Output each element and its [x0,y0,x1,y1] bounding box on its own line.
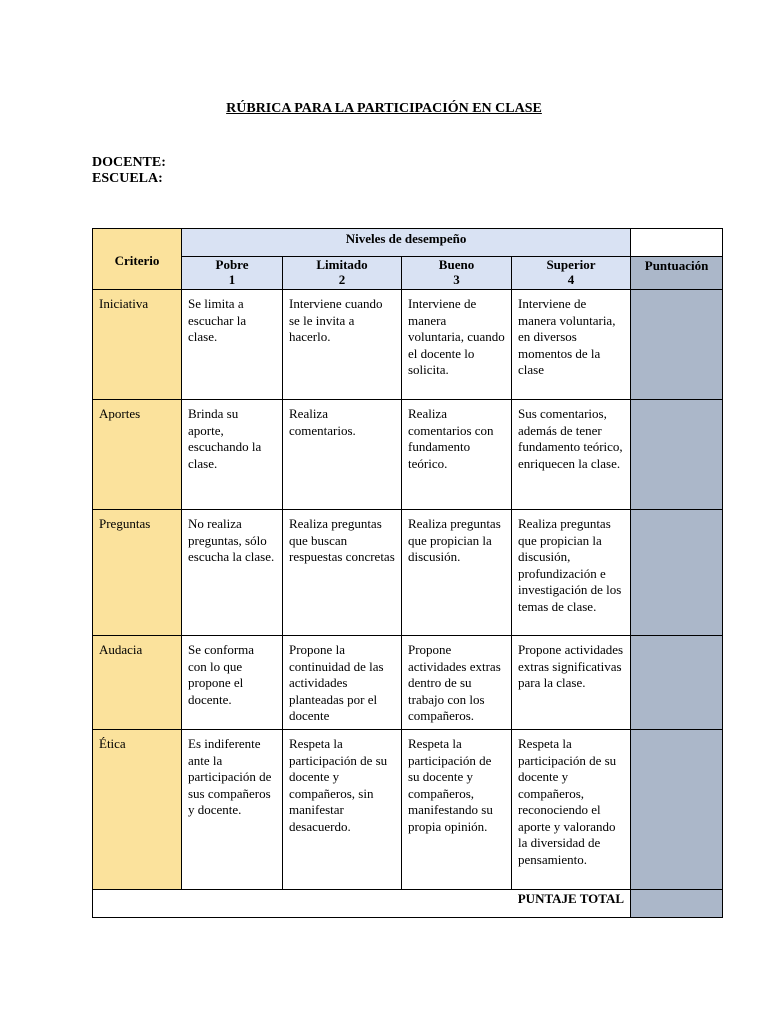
escuela-label: ESCUELA: [92,171,163,186]
document-title [0,101,768,117]
total-row [93,890,723,918]
header-row-levels [93,229,723,257]
descriptor-cell: Se conforma con lo que propone el docente. [182,636,283,730]
criterion-cell: Ética [93,730,182,890]
levels-header: Niveles de desempeño [182,229,631,257]
document-title-text: RÚBRICA PARA LA PARTICIPACIÓN EN CLASE [226,101,542,116]
criteria-header: Criterio [93,229,182,290]
score-cell[interactable] [631,400,723,510]
score-cell[interactable] [631,636,723,730]
table-row [93,636,723,730]
document-meta [92,155,166,187]
level-name: Limitado [316,257,368,272]
descriptor-cell: Es indiferente ante la participación de sus compañeros y docente. [182,730,283,890]
descriptor-cell: Respeta la participación de su docente y compañeros, sin manifestar desacuerdo. [283,730,402,890]
level-value: 1 [228,271,236,287]
table-row [93,730,723,890]
docente-label: DOCENTE: [92,155,166,170]
descriptor-cell: Respeta la participación de su docente y compañeros, manifestando su propia opinión. [402,730,512,890]
criterion-cell: Aportes [93,400,182,510]
level-header-limitado [283,257,402,290]
descriptor-cell: Realiza preguntas que buscan respuestas concretas [283,510,402,636]
total-label: PUNTAJE TOTAL [93,890,631,918]
score-cell[interactable] [631,730,723,890]
level-name: Bueno [438,257,475,272]
blank-header-cell [631,229,723,257]
descriptor-cell: Interviene cuando se le invita a hacerlo. [283,290,402,400]
table-row [93,290,723,400]
descriptor-cell: No realiza preguntas, sólo escucha la clase. [182,510,283,636]
level-header-pobre [182,257,283,290]
header-row-level-names [93,257,723,290]
score-cell[interactable] [631,290,723,400]
descriptor-cell: Interviene de manera voluntaria, en diversos momentos de la clase [512,290,631,400]
level-value: 4 [567,271,575,287]
level-header-bueno [402,257,512,290]
level-name: Superior [546,257,596,272]
level-value: 3 [453,271,460,287]
table-row [93,400,723,510]
criterion-cell: Iniciativa [93,290,182,400]
level-value: 2 [338,271,346,287]
rubric-table [92,228,723,918]
descriptor-cell: Brinda su aporte, escuchando la clase. [182,400,283,510]
criterion-cell: Preguntas [93,510,182,636]
descriptor-cell: Propone la continuidad de las actividades planteadas por el docente [283,636,402,730]
descriptor-cell: Se limita a escuchar la clase. [182,290,283,400]
criterion-cell: Audacia [93,636,182,730]
descriptor-cell: Propone actividades extras significativas para la clase. [512,636,631,730]
descriptor-cell: Realiza comentarios con fundamento teórico. [402,400,512,510]
descriptor-cell: Sus comentarios, además de tener fundamento teórico, enriquecen la clase. [512,400,631,510]
descriptor-cell: Realiza comentarios. [283,400,402,510]
descriptor-cell: Respeta la participación de su docente y compañeros, reconociendo el aporte y valorando la diversidad de pensamiento. [512,730,631,890]
level-header-superior [512,257,631,290]
table-row [93,510,723,636]
descriptor-cell: Propone actividades extras dentro de su trabajo con los compañeros. [402,636,512,730]
descriptor-cell: Interviene de manera voluntaria, cuando el docente lo solicita. [402,290,512,400]
score-cell[interactable] [631,510,723,636]
descriptor-cell: Realiza preguntas que propician la discusión. [402,510,512,636]
level-name: Pobre [215,257,249,272]
descriptor-cell: Realiza preguntas que propician la discusión, profundización e investigación de los temas de clase. [512,510,631,636]
total-score-cell[interactable] [631,890,723,918]
score-header: Puntuación [631,257,723,290]
